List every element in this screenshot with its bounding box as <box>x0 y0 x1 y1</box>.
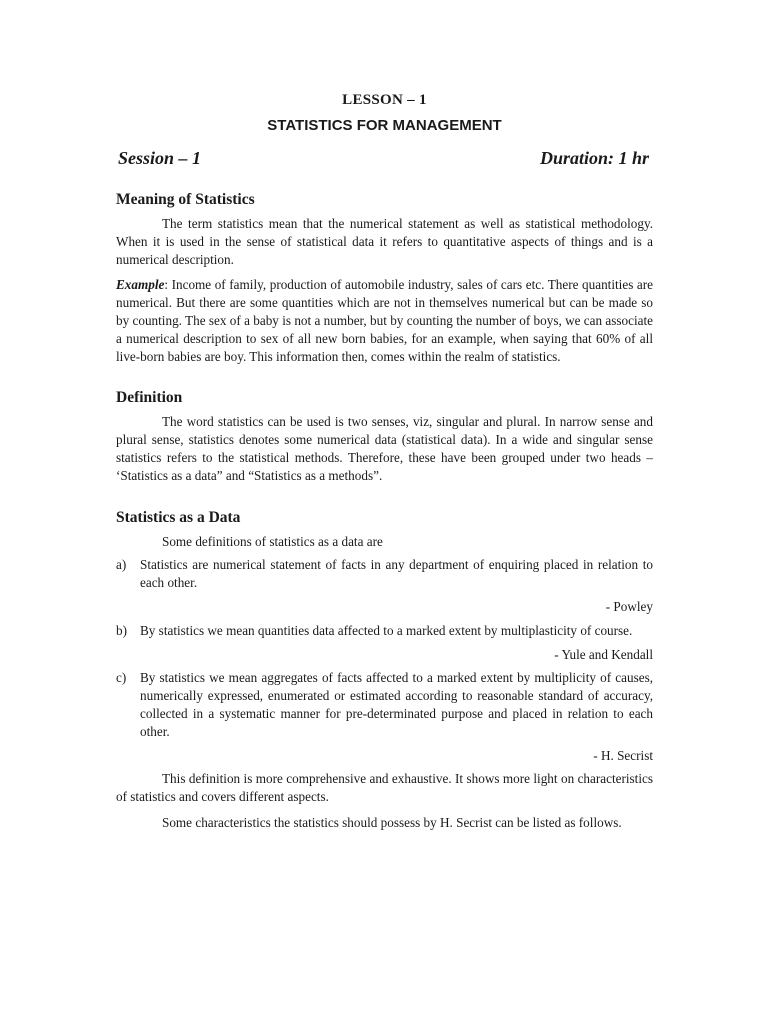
item-marker: a) <box>116 557 127 573</box>
closing-paragraph: This definition is more comprehensive and exhaustive. It shows more light on characteristics of statistics and covers different aspects. <box>116 771 653 805</box>
item-text: By statistics we mean quantities data affected to a marked extent by multiplasticity of course. <box>140 622 633 638</box>
duration-label: Duration: 1 hr <box>539 148 649 168</box>
item-marker: b) <box>116 622 127 638</box>
meaning-heading: Meaning of Statistics <box>116 191 255 208</box>
item-text: Statistics are numerical statement of facts in any department of enquiring placed in relation to each other. <box>140 557 653 591</box>
statistics-as-data-heading: Statistics as a Data <box>116 508 241 526</box>
lesson-number: LESSON – 1 <box>342 92 427 108</box>
definition-item <box>116 669 653 740</box>
definition-item <box>116 556 653 592</box>
session-label: Session – 1 <box>118 148 202 168</box>
definition-heading: Definition <box>116 389 183 407</box>
item-text: By statistics we mean aggregates of facts affected to a marked extent by multiplicity of causes, numerically expressed, enumerated or estimated according to reasonable standard of accuracy, collected in a systematic manner for pre-determinated purpose and placed in relation to each other. <box>140 670 653 739</box>
example-text: : Income of family, production of automobile industry, sales of cars etc. There quantities are numerical. But there are some quantities which are not in themselves numerical but can be made so by counting. The sex of a baby is not a number, but by counting the number of boys, we can associate a numerical description to sex of all new born babies, for an example, when saying that 60% of all live-born babies are boy. This information then, comes within the realm of statistics. <box>116 277 653 364</box>
example-label: Example <box>116 277 165 293</box>
item-attribution: - Yule and Kendall <box>554 646 653 662</box>
course-title: STATISTICS FOR MANAGEMENT <box>267 117 502 134</box>
example-paragraph <box>116 276 653 365</box>
document-page <box>116 92 653 840</box>
characteristics-intro-paragraph: Some characteristics the statistics should possess by H. Secrist can be listed as follows. <box>162 814 622 830</box>
item-marker: c) <box>116 670 127 686</box>
definitions-intro: Some definitions of statistics as a data are <box>162 533 383 549</box>
definition-item <box>116 622 653 640</box>
item-attribution: - H. Secrist <box>593 747 653 763</box>
item-attribution: - Powley <box>605 598 653 614</box>
meaning-paragraph: The term statistics mean that the numerical statement as well as statistical methodology. When it is used in the sense of statistical data it refers to quantitative aspects of things and is a numerical description. <box>116 216 653 267</box>
definition-paragraph: The word statistics can be used is two senses, viz, singular and plural. In narrow sense and plural sense, statistics denotes some numerical data (statistical data). In a wide and singular sense statistics refers to the statistical methods. Therefore, these have been grouped under two heads – ‘Statistics as a data” and “Statistics as a methods”. <box>116 414 653 483</box>
session-row <box>116 148 653 169</box>
